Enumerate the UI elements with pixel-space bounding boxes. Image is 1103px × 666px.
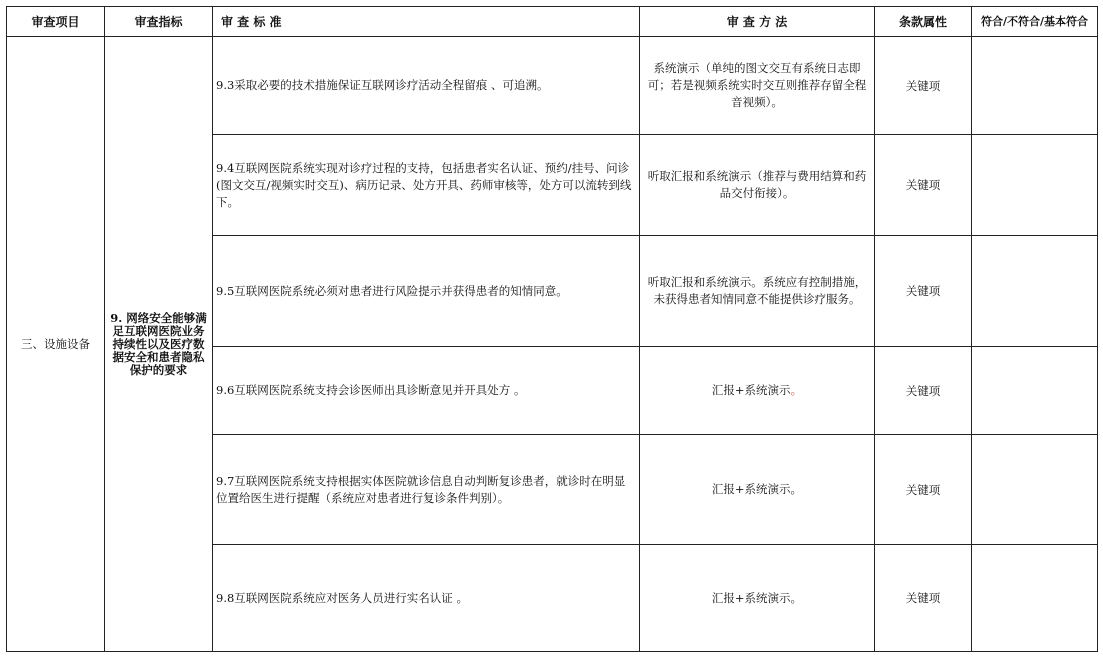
attribute-cell: 关键项 — [875, 435, 972, 545]
header-method: 审 查 方 法 — [640, 7, 875, 37]
attribute-cell: 关键项 — [875, 135, 972, 236]
method-cell: 听取汇报和系统演示。系统应有控制措施，未获得患者知情同意不能提供诊疗服务。 — [640, 236, 875, 347]
audit-table — [6, 6, 1098, 652]
result-cell[interactable] — [972, 435, 1098, 545]
result-cell[interactable] — [972, 37, 1098, 135]
standard-cell: 9.7互联网医院系统支持根据实体医院就诊信息自动判断复诊患者，就诊时在明显位置给医生进行提醒（系统应对患者进行复诊条件判别）。 — [213, 435, 640, 545]
header-indicator: 审查指标 — [105, 7, 213, 37]
table-row — [7, 37, 1098, 135]
method-text: 汇报+系统演示 — [711, 383, 791, 397]
result-cell[interactable] — [972, 545, 1098, 652]
method-mark: 。 — [790, 383, 803, 397]
result-cell[interactable] — [972, 347, 1098, 435]
attribute-cell: 关键项 — [875, 236, 972, 347]
header-row — [7, 7, 1098, 37]
standard-cell: 9.3采取必要的技术措施保证互联网诊疗活动全程留痕 、可追溯。 — [213, 37, 640, 135]
standard-cell: 9.8互联网医院系统应对医务人员进行实名认证 。 — [213, 545, 640, 652]
method-cell — [640, 347, 875, 435]
attribute-cell: 关键项 — [875, 347, 972, 435]
standard-cell: 9.4互联网医院系统实现对诊疗过程的支持，包括患者实名认证、预约/挂号、问诊(图文交互/视频实时交互)、病历记录、处方开具、药师审核等，处方可以流转到线下。 — [213, 135, 640, 236]
header-attribute: 条款属性 — [875, 7, 972, 37]
method-cell: 汇报+系统演示。 — [640, 435, 875, 545]
result-cell[interactable] — [972, 135, 1098, 236]
attribute-cell: 关键项 — [875, 545, 972, 652]
method-cell: 系统演示（单纯的图文交互有系统日志即可；若是视频系统实时交互则推荐存留全程音视频）。 — [640, 37, 875, 135]
standard-cell: 9.5互联网医院系统必须对患者进行风险提示并获得患者的知情同意。 — [213, 236, 640, 347]
method-cell: 汇报+系统演示。 — [640, 545, 875, 652]
header-result: 符合/不符合/基本符合 — [972, 7, 1098, 37]
standard-cell: 9.6互联网医院系统支持会诊医师出具诊断意见并开具处方 。 — [213, 347, 640, 435]
header-standard: 审 查 标 准 — [213, 7, 640, 37]
header-item: 审查项目 — [7, 7, 105, 37]
indicator-cell: 9. 网络安全能够满足互联网医院业务持续性以及医疗数据安全和患者隐私保护的要求 — [105, 37, 213, 652]
category-cell: 三、设施设备 — [7, 37, 105, 652]
method-cell: 听取汇报和系统演示（推荐与费用结算和药品交付衔接）。 — [640, 135, 875, 236]
result-cell[interactable] — [972, 236, 1098, 347]
attribute-cell: 关键项 — [875, 37, 972, 135]
